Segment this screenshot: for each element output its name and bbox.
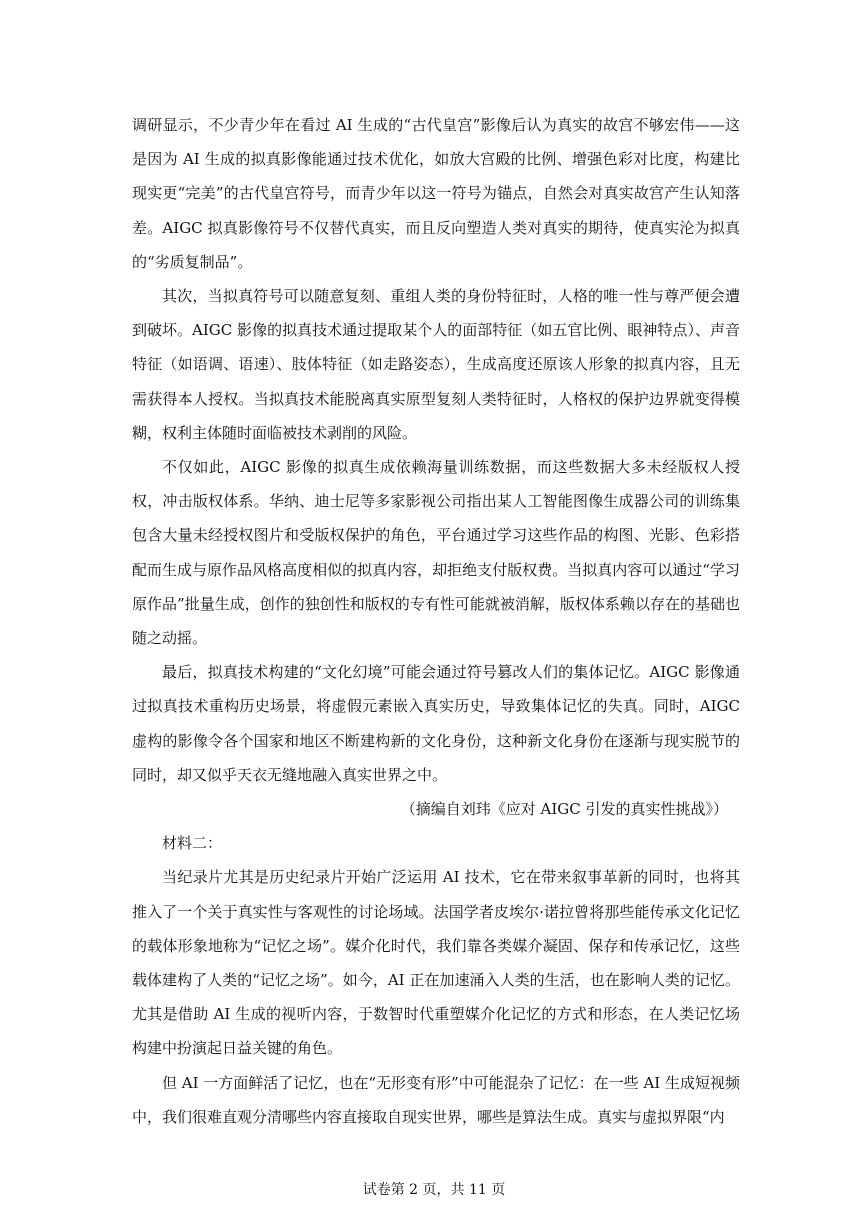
source-citation: （摘编自刘玮《应对 AIGC 引发的真实性挑战》） — [400, 800, 728, 819]
material-label: 材料二： — [162, 834, 223, 853]
paragraph-5: 当纪录片尤其是历史纪录片开始广泛运用 AI 技术，它在带来叙事革新的同时，也将其推入了一个关于真实性与客观性的讨论场域。法国学者皮埃尔·诺拉曾将那些能传承文化记忆的载体形象地称为“记忆之场”。媒介化时代，我们靠各类媒介凝固、保存和传承记忆，这些载体建构了人类的“记忆之场”。如今，AI 正在加速涌入人类的生活，也在影响人类的记忆。尤其是借助 AI 生成的视听内容，于数智时代重塑媒介化记忆的方式和形态，在人类记忆场构建中扮演起日益关键的角色。 — [132, 868, 740, 1058]
paragraph-3: 不仅如此，AIGC 影像的拟真生成依赖海量训练数据，而这些数据大多未经版权人授权，冲击版权体系。华纳、迪士尼等多家影视公司指出某人工智能图像生成器公司的训练集包含大量未经授权图片和受版权保护的角色，平台通过学习这些作品的构图、光影、色彩搭配而生成与原作品风格高度相似的拟真内容，却拒绝支付版权费。当拟真内容可以通过“学习原作品”批量生成，创作的独创性和版权的专有性可能就被消解，版权体系赖以存在的基础也随之动摇。 — [132, 458, 740, 648]
paragraph-1: 调研显示，不少青少年在看过 AI 生成的“古代皇宫”影像后认为真实的故宫不够宏伟——这是因为 AI 生成的拟真影像能通过技术优化，如放大宫殿的比例、增强色彩对比度，构建比现实更“完美”的古代皇宫符号，而青少年以这一符号为锚点，自然会对真实故宫产生认知落差。AIGC 拟真影像符号不仅替代真实，而且反向塑造人类对真实的期待，使真实沦为拟真的“劣质复制品”。 — [132, 116, 740, 271]
paragraph-4: 最后，拟真技术构建的“文化幻境”可能会通过符号篡改人们的集体记忆。AIGC 影像通过拟真技术重构历史场景，将虚假元素嵌入真实历史，导致集体记忆的失真。同时，AIGC 虚构的影像令各个国家和地区不断建构新的文化身份，这种新文化身份在逐渐与现实脱节的同时，却又似乎天衣无缝地融入真实世界之中。 — [132, 663, 740, 784]
page-footer: 试卷第 2 页，共 11 页 — [362, 1182, 506, 1198]
paragraph-6: 但 AI 一方面鲜活了记忆，也在“无形变有形”中可能混杂了记忆：在一些 AI 生成短视频中，我们很难直观分清哪些内容直接取自现实世界，哪些是算法生成。真实与虚拟界限“内 — [132, 1073, 740, 1126]
document-body — [132, 108, 740, 1134]
paragraph-2: 其次，当拟真符号可以随意复刻、重组人类的身份特征时，人格的唯一性与尊严便会遭到破坏。AIGC 影像的拟真技术通过提取某个人的面部特征（如五官比例、眼神特点）、声音特征（如语调、语速）、肢体特征（如走路姿态），生成高度还原该人形象的拟真内容，且无需获得本人授权。当拟真技术能脱离真实原型复刻人类特征时，人格权的保护边界就变得模糊，权利主体随时面临被技术剥削的风险。 — [132, 287, 740, 442]
